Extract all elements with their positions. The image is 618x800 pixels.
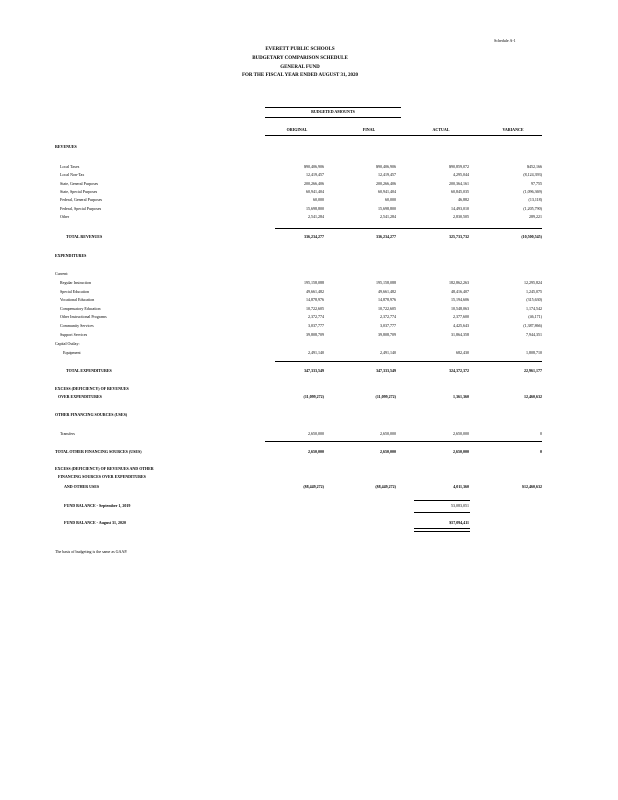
revenues-heading: REVENUES [55,144,77,149]
col-actual: ACTUAL [432,127,450,132]
expenditure-row-original: 14,878,976 [306,297,324,303]
budgeted-top-rule [265,107,401,108]
revenue-row-actual: 2,830,505 [453,213,469,219]
expenditure-row-variance: (46,171) [528,314,542,320]
expenditure-row-variance: (1,387,866) [523,323,542,328]
excess2-original: ($8,449,272) [303,484,324,489]
col-original: ORIGINAL [286,127,308,132]
expenditure-row-label: Vocational Education [60,297,95,303]
revenue-row-final: 2,541,284 [380,213,396,219]
revenue-row-label: Local Taxes [60,164,80,169]
excess2-final: ($8,449,272) [375,484,396,489]
equipment-final: 2,491,140 [380,350,396,355]
total-ofs-label: TOTAL OTHER FINANCING SOURCES (USES) [55,449,142,454]
report-title: BUDGETARY COMPARISON SCHEDULE [252,56,348,61]
transfers-original: 2,650,000 [308,431,324,436]
expenditure-row-actual: 31,864,358 [451,331,469,337]
fund-balance-beginning-actual: 53,083,051 [451,503,469,508]
revenue-row-variance: (1,205,790) [523,205,542,211]
revenue-row-variance: 289,221 [529,213,542,219]
expenditure-row-final: 195,158,088 [376,280,396,285]
expenditure-row-final: 3,037,777 [380,323,396,328]
revenue-row-original: 60,941,404 [306,188,324,194]
schedule-ref: Schedule A-1 [494,38,516,43]
revenue-row-final: 60,941,404 [378,188,396,194]
excess2-line1: EXCESS (DEFICIENCY) OF REVENUES AND OTHER [55,466,154,471]
revenue-row-label: Federal, Special Purposes [60,205,102,211]
revenue-row-label: Federal, General Purposes [60,197,103,203]
excess-line1: EXCESS (DEFICIENCY) OF REVENUES [55,386,129,391]
revenue-row-variance: (13,118) [528,197,542,203]
beginning-top-rule [414,500,470,501]
expenditure-row-final: 14,878,976 [378,297,396,303]
revenue-row-final: 15,698,800 [378,205,396,211]
total-revenues-original: 336,234,277 [304,234,324,239]
revenue-row-original: $90,406,906 [304,164,324,169]
budgeted-amounts-header: BUDGETED AMOUNTS [311,109,355,114]
expenditure-row-final: 39,808,709 [378,331,396,337]
revenue-row-label: Other [60,213,70,219]
revenue-row-final: $90,406,906 [376,164,396,169]
expenditure-row-label: Regular Instruction [60,280,91,285]
revenues-subtotal-rule [275,228,542,229]
expenditure-row-actual: 48,416,407 [451,288,469,294]
total-ofs-original: 2,650,000 [308,449,324,454]
transfers-final: 2,650,000 [380,431,396,436]
beginning-bottom-rule [414,512,470,513]
revenue-row-original: 60,000 [313,197,324,203]
expenditures-heading: EXPENDITURES [55,253,87,258]
excess-line2: OVER EXPENDITURES [58,394,102,399]
expenditure-row-label: Special Education [60,288,89,294]
expenditure-row-final: 10,722,605 [378,305,396,311]
expenditure-row-original: 3,037,777 [308,323,324,328]
expenditure-row-original: 195,158,088 [304,280,324,285]
total-revenues-label: TOTAL REVENUES [66,234,103,239]
total-ofs-variance: 0 [540,449,542,454]
excess2-actual: 4,011,360 [453,484,469,489]
excess2-line2: FINANCING SOURCES OVER EXPENDITURES [58,474,146,479]
col-variance: VARIANCE [502,127,524,132]
expenditure-row-variance: 7,944,351 [526,331,542,337]
fund-name: GENERAL FUND [280,65,320,70]
total-expenditures-variance: 22,961,177 [524,368,542,373]
expenditures-subtotal-rule [275,361,542,362]
transfers-actual: 2,650,000 [453,431,469,436]
transfers-variance: 0 [540,431,542,436]
total-ofs-actual: 2,650,000 [453,449,469,454]
expenditure-row-actual: 182,862,263 [449,280,469,285]
excess-final: (11,099,272) [375,394,396,399]
expenditure-row-original: 39,808,709 [306,331,324,337]
expenditure-row-label: Community Services [60,323,94,328]
excess2-line3: AND OTHER USES [64,484,100,489]
total-expenditures-label: TOTAL EXPENDITURES [66,368,112,373]
expenditure-row-original: 2,372,774 [308,314,324,320]
footnote: The basis of budgeting is the same as GAAP. [55,549,128,554]
excess-actual: 1,361,360 [453,394,469,399]
revenue-row-actual: $90,859,072 [449,164,469,169]
expenditure-row-actual: 15,194,606 [451,297,469,303]
ofs-heading: OTHER FINANCING SOURCES (USES) [55,412,128,417]
equipment-label: Equipment [63,350,81,355]
fund-balance-ending-actual: $57,094,411 [449,520,469,525]
total-expenditures-final: 347,333,549 [376,368,396,373]
ofs-subtotal-rule [265,441,542,442]
revenue-row-actual: 60,845,035 [451,188,469,194]
total-ofs-final: 2,650,000 [380,449,396,454]
expenditure-row-variance: 1,245,075 [526,288,542,294]
fiscal-period: FOR THE FISCAL YEAR ENDED AUGUST 31, 2020 [241,73,359,78]
excess2-variance: $12,460,632 [522,484,542,489]
expenditure-row-variance: (315,630) [526,297,542,303]
equipment-actual: 682,430 [456,350,469,355]
revenue-row-actual: 4,295,044 [453,172,469,178]
current-label: Current: [55,271,69,276]
expenditure-row-label: Compensatory Education [60,305,101,311]
fund-balance-beginning-label: FUND BALANCE - September 1, 2019 [64,503,131,508]
revenue-row-variance: $452,166 [527,164,542,169]
expenditure-row-actual: 4,425,643 [453,323,469,328]
equipment-original: 2,491,140 [308,350,324,355]
revenue-row-original: 12,419,457 [306,172,324,178]
revenue-row-variance: (1,096,369) [523,188,542,194]
budgeted-bottom-rule [265,117,401,118]
expenditure-row-label: Support Services [60,331,88,337]
revenue-row-label: State, Special Purposes [60,188,98,194]
expenditure-row-final: 49,661,482 [378,288,396,294]
capital-outlay-label: Capital Outlay: [55,341,80,346]
revenue-row-actual: 46,882 [458,197,469,203]
revenue-row-variance: (8,124,393) [523,172,542,178]
revenue-row-final: 12,419,457 [378,172,396,178]
ending-double-rule [414,528,470,532]
transfers-label: Transfers [60,431,75,436]
district-name: EVERETT PUBLIC SCHOOLS [265,47,335,52]
total-revenues-actual: 325,733,732 [449,234,469,239]
expenditure-row-original: 10,722,605 [306,305,324,311]
total-expenditures-actual: 324,372,372 [449,368,469,373]
equipment-variance: 1,808,710 [526,350,542,355]
expenditure-row-variance: 1,174,542 [526,305,542,311]
revenue-row-final: 60,000 [385,197,396,203]
column-header-rule [265,135,542,136]
excess-original: (11,099,272) [303,394,324,399]
total-revenues-final: 336,234,277 [376,234,396,239]
expenditure-row-label: Other Instructional Programs [60,314,107,320]
expenditure-row-actual: 2,377,600 [453,314,469,320]
excess-variance: 12,460,632 [524,394,542,399]
col-final: FINAL [362,127,376,132]
total-revenues-variance: (10,500,545) [521,234,542,239]
revenue-row-original: 15,698,800 [306,205,324,211]
expenditure-row-actual: 10,548,063 [451,305,469,311]
expenditure-row-final: 2,372,774 [380,314,396,320]
revenue-row-original: 2,541,284 [308,213,324,219]
revenue-row-label: State, General Purposes [60,180,99,186]
expenditure-row-variance: 12,295,824 [524,280,542,285]
revenue-row-actual: 200,364,161 [449,180,469,186]
revenue-row-variance: 97,755 [531,180,542,186]
fund-balance-ending-label: FUND BALANCE - August 31, 2020 [64,520,127,525]
total-expenditures-original: 347,333,549 [304,368,324,373]
revenue-row-final: 200,266,406 [376,180,396,186]
expenditure-row-original: 49,661,482 [306,288,324,294]
revenue-row-label: Local Non-Tax [60,172,85,178]
revenue-row-actual: 14,493,010 [451,205,469,211]
revenue-row-original: 200,266,406 [304,180,324,186]
